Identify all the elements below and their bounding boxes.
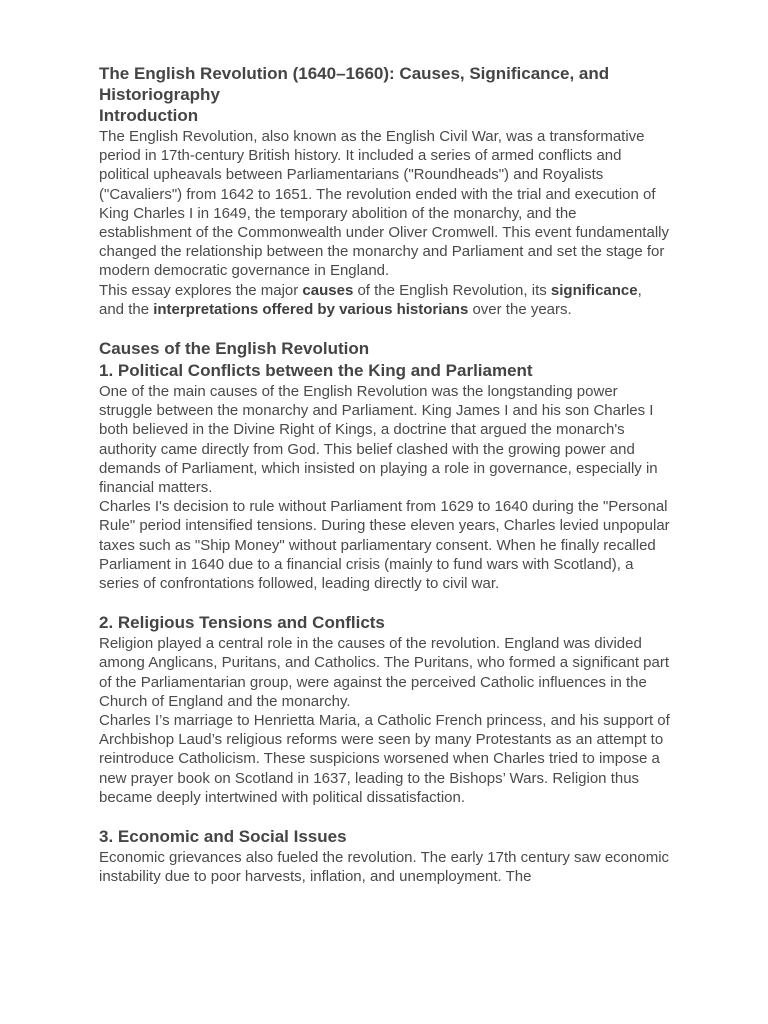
spacer — [99, 593, 670, 612]
political-paragraph-1: One of the main causes of the English Revolution was the longstanding power struggle between the monarchy and Parliament. King James I and his son Charles I both believed in the Divine Right of Kings, a doctrine that argued the monarch's authority came directly from God. This belief clashed with the growing power and demands of Parliament, which insisted on playing a role in governance, especially in financial matters. — [99, 383, 658, 497]
spacer — [99, 319, 670, 338]
text-run: over the years. — [468, 300, 572, 318]
causes-heading: Causes of the English Revolution — [99, 339, 370, 359]
introduction-paragraph-2 — [99, 281, 670, 319]
text-run: This essay explores the major — [99, 281, 303, 299]
introduction-paragraph-1: The English Revolution, also known as the English Civil War, was a transformative period in 17th-century British history. It included a series of armed conflicts and political upheavals between Parliamentarians ("Roundheads") and Royalists ("Cavaliers") from 1642 to 1651. The revolution ended with the trial and execution of King Charles I in 1649, the temporary abolition of the monarchy, and the establishment of the Commonwealth under Oliver Cromwell. This event fundamentally changed the relationship between the monarchy and Parliament and set the stage for modern democratic governance in England. — [99, 128, 669, 280]
spacer — [99, 807, 670, 826]
economic-paragraph-1: Economic grievances also fueled the revolution. The early 17th century saw economic instability due to poor harvests, inflation, and unemployment. The — [99, 849, 670, 886]
religious-tensions-heading: 2. Religious Tensions and Conflicts — [99, 613, 385, 633]
political-paragraph-2: Charles I's decision to rule without Parliament from 1629 to 1640 during the "Personal Rule" period intensified tensions. During these eleven years, Charles levied unpopular taxes such as "Ship Money" without parliamentary consent. When he finally recalled Parliament in 1640 due to a financial crisis (mainly to fund wars with Scotland), a series of confrontations followed, leading directly to civil war. — [99, 498, 670, 593]
religious-paragraph-2: Charles I’s marriage to Henrietta Maria, a Catholic French princess, and his support of Archbishop Laud’s religious reforms were seen by many Protestants as an attempt to reintroduce Catholicism. These suspicions worsened when Charles tried to impose a new prayer book on Scotland in 1637, leading to the Bishops’ Wars. Religion thus became deeply intertwined with political dissatisfaction. — [99, 712, 670, 806]
text-run: , and the — [99, 281, 642, 318]
document-title: The English Revolution (1640–1660): Causes, Significance, and Historiography — [99, 64, 610, 104]
religious-paragraph-1: Religion played a central role in the causes of the revolution. England was divided among Anglicans, Puritans, and Catholics. The Puritans, who formed a significant part of the Parliamentarian group, were against the perceived Catholic influences in the Church of England and the monarchy. — [99, 635, 670, 710]
political-conflicts-heading: 1. Political Conflicts between the King and Parliament — [99, 361, 533, 381]
economic-social-heading: 3. Economic and Social Issues — [99, 827, 347, 847]
bold-causes: causes — [302, 281, 354, 299]
bold-significance: significance — [550, 281, 638, 299]
introduction-heading: Introduction — [99, 106, 199, 125]
bold-interpretations: interpretations offered by various historians — [153, 300, 469, 318]
text-run: of the English Revolution, its — [353, 281, 551, 299]
